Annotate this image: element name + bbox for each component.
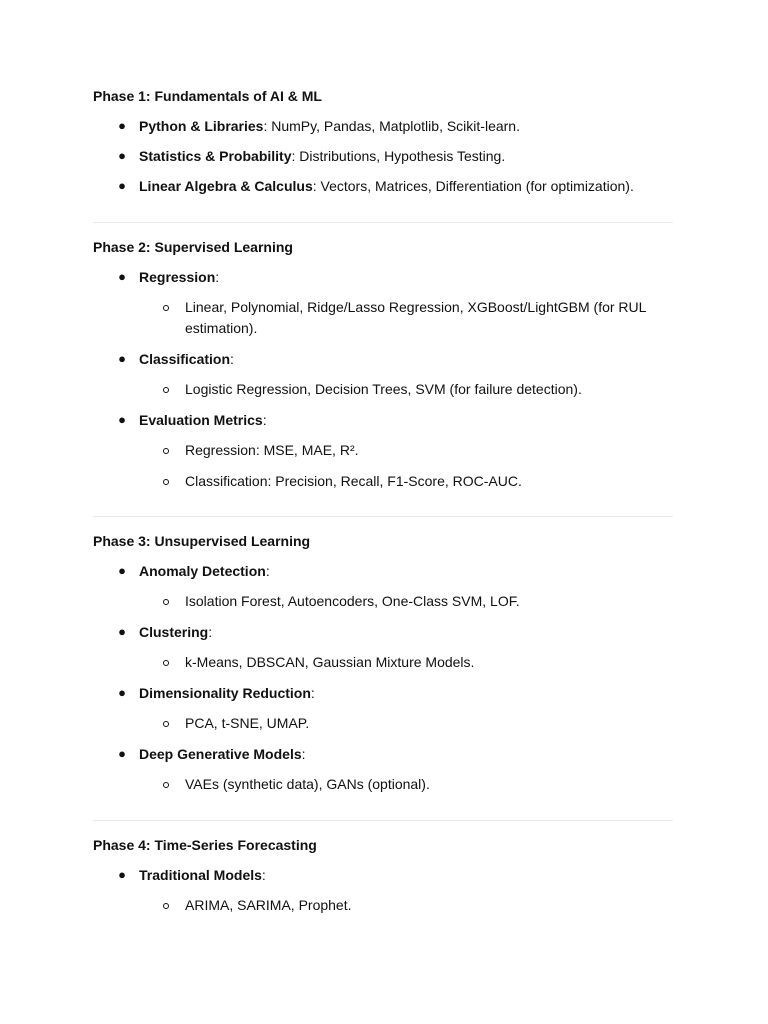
bullet-icon: ● [118,118,126,133]
item-term: Deep Generative Models [139,746,302,762]
sub-item-text: Logistic Regression, Decision Trees, SVM (for failure detection). [185,381,582,397]
bullet-icon: ● [118,685,126,700]
sub-item-list [93,591,673,612]
list-item [93,349,673,400]
item-term: Anomaly Detection [139,563,266,579]
item-term: Statistics & Probability [139,148,292,164]
item-description: : [261,867,266,883]
sub-list-item [93,297,673,339]
section-divider [93,820,673,821]
circle-bullet-icon [163,305,169,311]
phase-title: Phase 4: Time-Series Forecasting [93,837,317,853]
phase-section [93,237,673,492]
sub-item-list [93,774,673,795]
sub-list-item [93,440,673,461]
sub-item-text: ARIMA, SARIMA, Prophet. [185,897,352,913]
item-description: : [215,269,220,285]
item-description: : [208,624,213,640]
circle-bullet-icon [163,448,169,454]
list-item [93,622,673,673]
sub-item-text: PCA, t-SNE, UMAP. [185,715,310,731]
phase-section [93,86,673,196]
list-item [93,116,673,136]
list-item [93,176,673,196]
list-item [93,146,673,166]
list-item [93,865,673,916]
list-item [93,744,673,795]
bullet-icon: ● [118,412,126,427]
phase-item-list [93,561,673,795]
item-term: Linear Algebra & Calculus [139,178,313,194]
list-item [93,561,673,612]
sub-item-text: VAEs (synthetic data), GANs (optional). [185,776,430,792]
bullet-icon: ● [118,746,126,761]
item-description: : [265,563,270,579]
item-term: Regression [139,269,216,285]
bullet-icon: ● [118,351,126,366]
item-term: Classification [139,351,231,367]
sub-item-list [93,379,673,400]
list-item [93,267,673,339]
circle-bullet-icon [163,599,169,605]
circle-bullet-icon [163,903,169,909]
bullet-icon: ● [118,178,126,193]
bullet-icon: ● [118,867,126,882]
bullet-icon: ● [118,563,126,578]
item-description: : Vectors, Matrices, Differentiation (for optimization). [312,178,634,194]
sub-item-text: Regression: MSE, MAE, R². [185,442,359,458]
sub-item-list [93,297,673,339]
item-term: Python & Libraries [139,118,264,134]
item-term: Traditional Models [139,867,262,883]
sub-item-list [93,440,673,492]
item-description: : Distributions, Hypothesis Testing. [291,148,506,164]
circle-bullet-icon [163,782,169,788]
sub-item-list [93,895,673,916]
phase-section [93,835,673,916]
phase-section [93,531,673,795]
circle-bullet-icon [163,387,169,393]
sub-list-item [93,774,673,795]
phase-item-list [93,865,673,916]
sub-list-item [93,379,673,400]
phase-item-list [93,267,673,492]
sub-item-list [93,713,673,734]
sub-list-item [93,895,673,916]
circle-bullet-icon [163,660,169,666]
sub-list-item [93,471,673,492]
item-description: : NumPy, Pandas, Matplotlib, Scikit-learn. [263,118,520,134]
sub-item-text: Classification: Precision, Recall, F1-Score, ROC-AUC. [185,473,522,489]
sub-item-text: Isolation Forest, Autoencoders, One-Class SVM, LOF. [185,593,520,609]
circle-bullet-icon [163,479,169,485]
bullet-icon: ● [118,269,126,284]
item-description: : [262,412,267,428]
circle-bullet-icon [163,721,169,727]
phase-title: Phase 2: Supervised Learning [93,239,293,255]
sub-list-item [93,652,673,673]
sub-item-text: Linear, Polynomial, Ridge/Lasso Regression, XGBoost/LightGBM (for RUL estimation). [185,299,646,336]
sub-list-item [93,591,673,612]
list-item [93,410,673,492]
item-description: : [301,746,306,762]
sub-item-list [93,652,673,673]
item-description: : [310,685,315,701]
item-term: Evaluation Metrics [139,412,263,428]
section-divider [93,222,673,223]
item-term: Dimensionality Reduction [139,685,311,701]
bullet-icon: ● [118,624,126,639]
item-term: Clustering [139,624,209,640]
bullet-icon: ● [118,148,126,163]
list-item [93,683,673,734]
phase-title: Phase 3: Unsupervised Learning [93,533,311,549]
sub-list-item [93,713,673,734]
phase-title: Phase 1: Fundamentals of AI & ML [93,88,322,104]
item-description: : [230,351,234,367]
phase-item-list [93,116,673,196]
section-divider [93,516,673,517]
sub-item-text: k-Means, DBSCAN, Gaussian Mixture Models. [185,654,475,670]
